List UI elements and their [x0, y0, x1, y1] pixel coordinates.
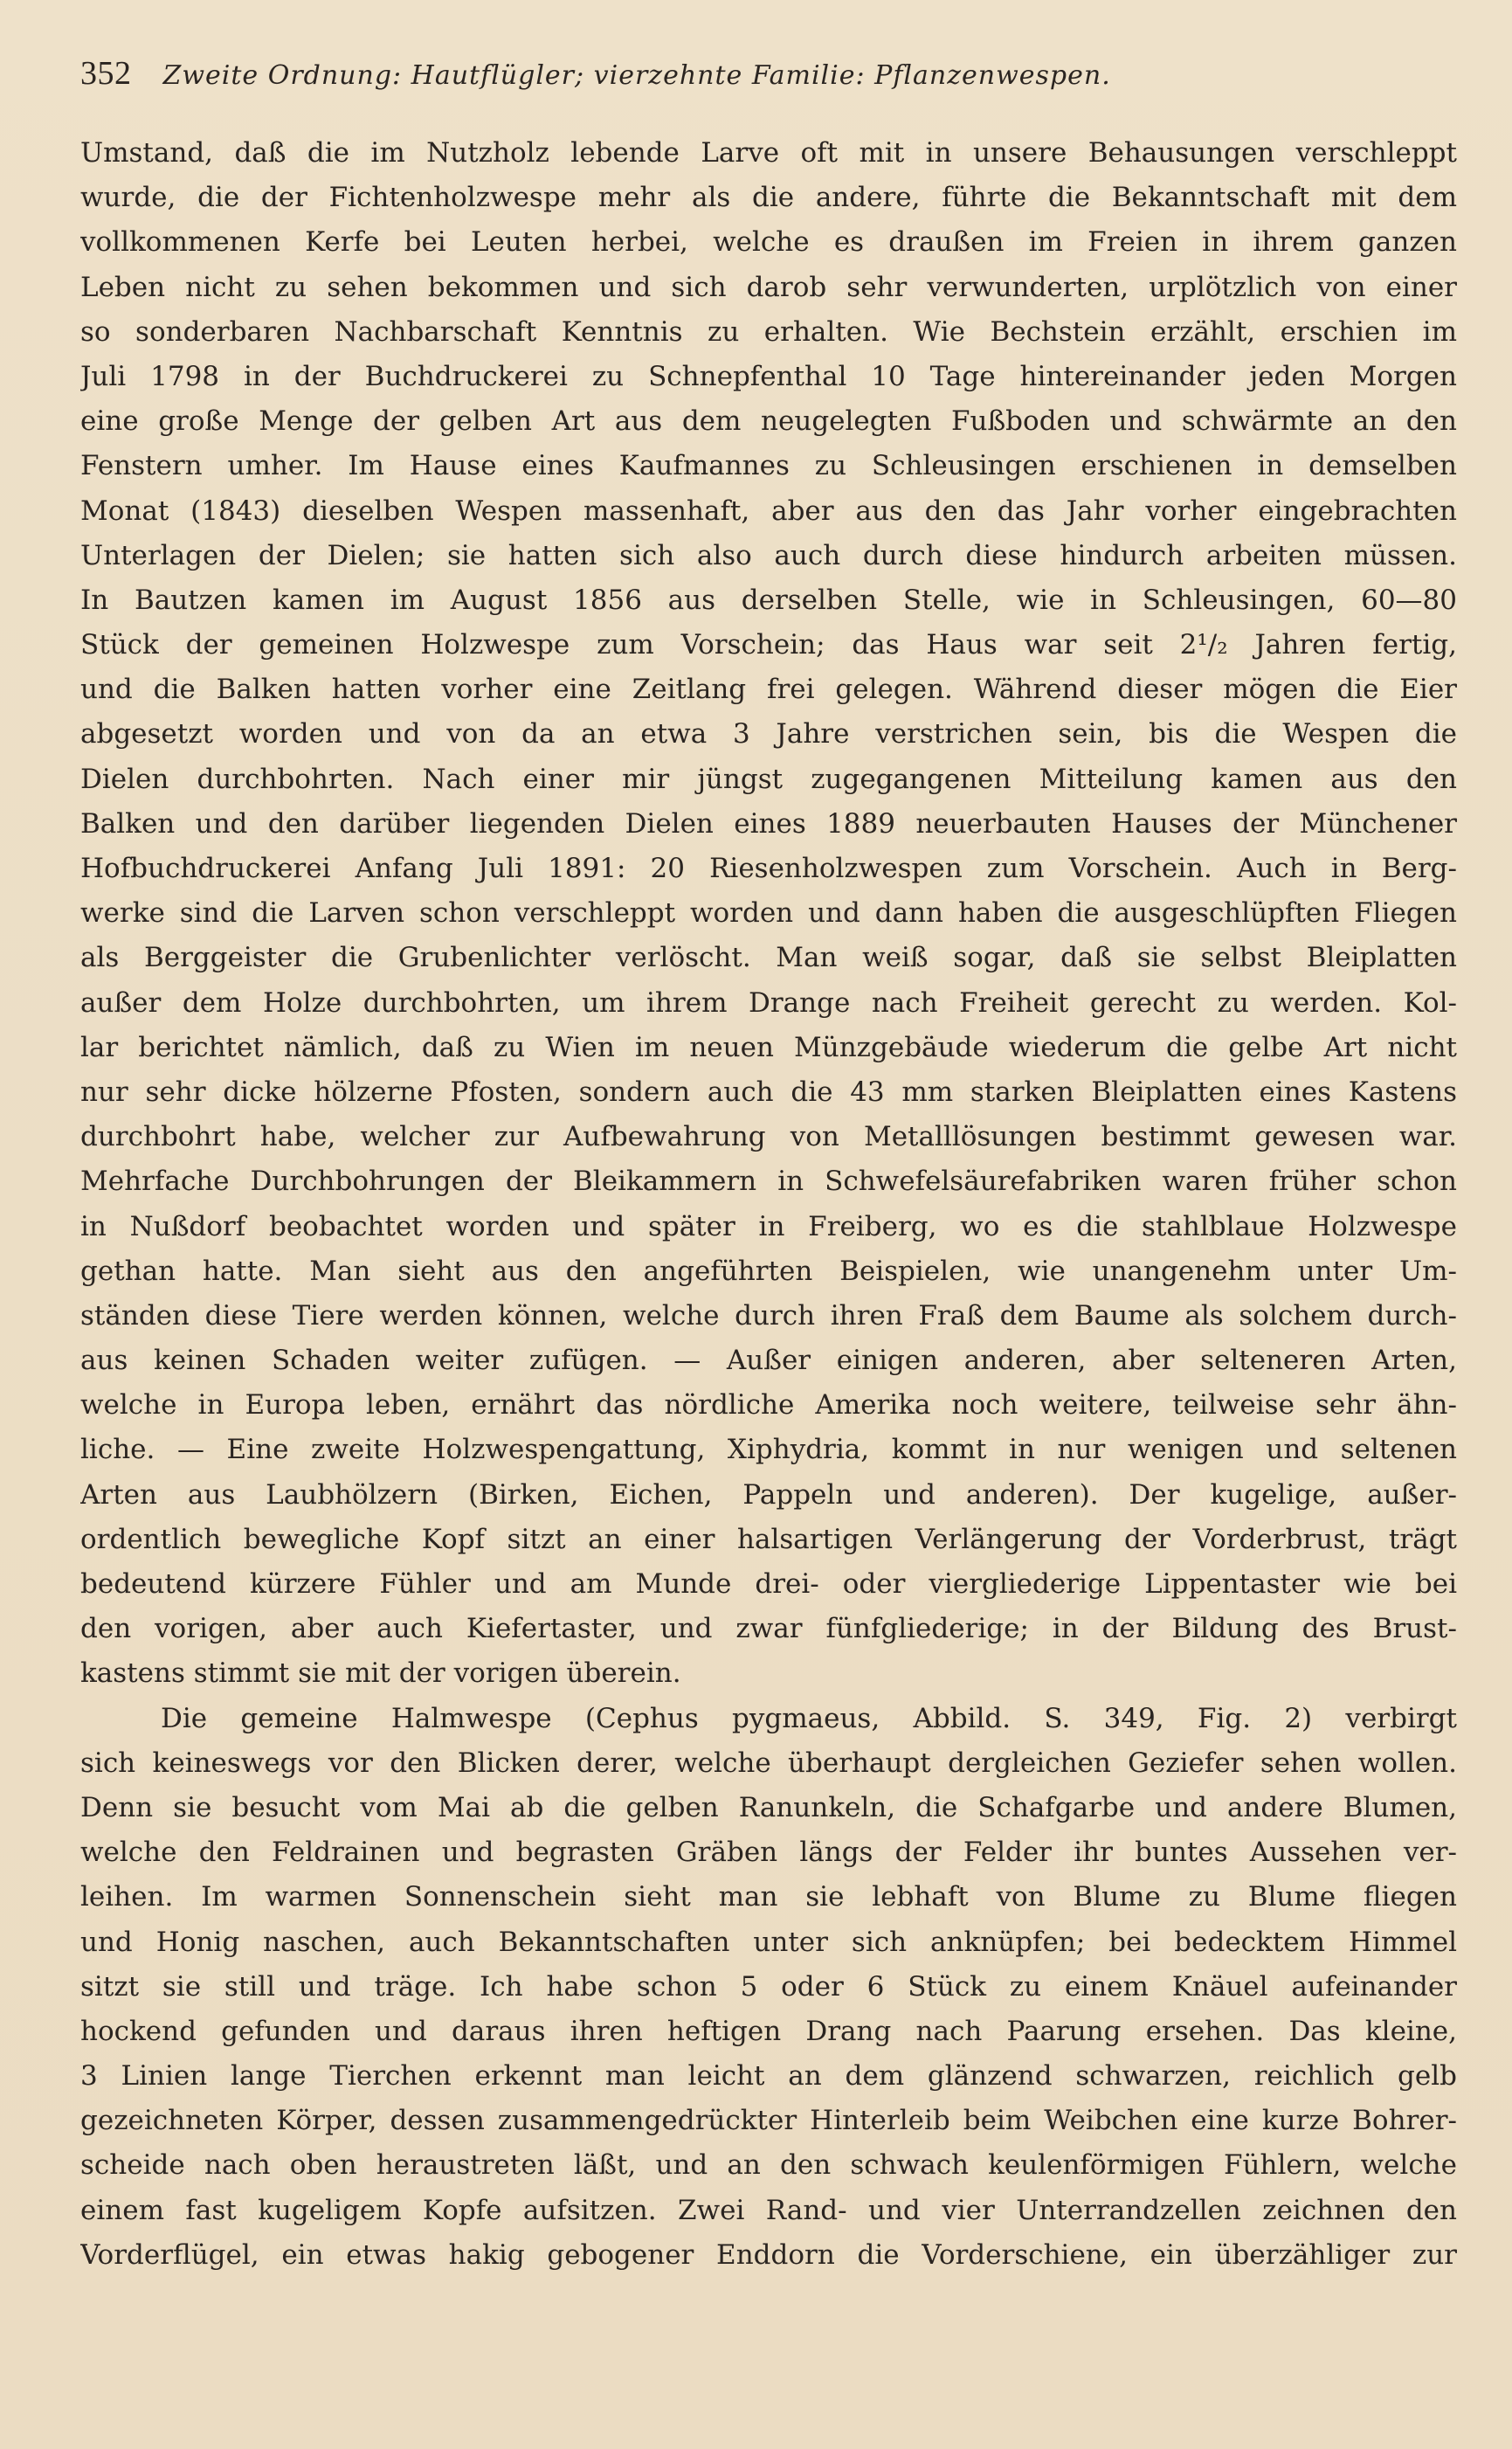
text-line: aus keinen Schaden weiter zufügen. — Außer einigen anderen, aber selteneren Arten,: [80, 1345, 1457, 1377]
text-line: als Berggeister die Grubenlichter verlöscht. Man weiß sogar, daß sie selbst Bleiplatten: [80, 942, 1457, 974]
text-line: scheide nach oben heraustreten läßt, und an den schwach keulenförmigen Fühlern, welche: [80, 2149, 1457, 2182]
body-text: [80, 131, 1457, 2278]
text-line: eine große Menge der gelben Art aus dem neugelegten Fußboden und schwärmte an den: [80, 405, 1457, 438]
page-header: [80, 54, 1460, 98]
text-line: welche den Feldrainen und begrasten Gräben längs der Felder ihr buntes Aussehen ver-: [80, 1837, 1457, 1869]
text-line: gezeichneten Körper, dessen zusammengedrückter Hinterleib beim Weibchen eine kurze Bohrer-: [80, 2105, 1457, 2137]
text-line: abgesetzt worden und von da an etwa 3 Jahre verstrichen sein, bis die Wespen die: [80, 718, 1457, 751]
text-line: außer dem Holze durchbohrten, um ihrem Drange nach Freiheit gerecht zu werden. Kol-: [80, 986, 1457, 1019]
text-line: Leben nicht zu sehen bekommen und sich darob sehr verwunderten, urplötzlich von einer: [80, 271, 1457, 303]
text-line: Dielen durchbohrten. Nach einer mir jüngst zugegangenen Mitteilung kamen aus den: [80, 763, 1457, 795]
text-line: wurde, die der Fichtenholzwespe mehr als die andere, führte die Bekanntschaft mit dem: [80, 182, 1457, 214]
paragraph-start-line: Die gemeine Halmwespe (Cephus pygmaeus, Abbild. S. 349, Fig. 2) verbirgt: [161, 1702, 1457, 1734]
text-line: ständen diese Tiere werden können, welche durch ihren Fraß dem Baume als solchem durch-: [80, 1299, 1457, 1332]
text-line: sich keineswegs vor den Blicken derer, welche überhaupt dergleichen Geziefer sehen wollen.: [80, 1747, 1457, 1779]
text-line: Umstand, daß die im Nutzholz lebende Larve oft mit in unsere Behausungen verschleppt: [80, 137, 1457, 169]
text-line: ordentlich bewegliche Kopf sitzt an einer halsartigen Verlängerung der Vorderbrust, trägt: [80, 1523, 1457, 1555]
text-line: sitzt sie still und träge. Ich habe schon 5 oder 6 Stück zu einem Knäuel aufeinander: [80, 1970, 1457, 2003]
text-line: 3 Linien lange Tierchen erkennt man leicht an dem glänzend schwarzen, reichlich gelb: [80, 2060, 1457, 2093]
text-line: und die Balken hatten vorher eine Zeitlang frei gelegen. Während dieser mögen die Eier: [80, 674, 1457, 706]
paragraph-end-line: kastens stimmt sie mit der vorigen überein.: [80, 1657, 681, 1690]
text-line: lar berichtet nämlich, daß zu Wien im neuen Münzgebäude wiederum die gelbe Art nicht: [80, 1031, 1457, 1063]
text-line: hockend gefunden und daraus ihren heftigen Drang nach Paarung ersehen. Das kleine,: [80, 2015, 1457, 2047]
text-line: durchbohrt habe, welcher zur Aufbewahrung von Metalllösungen bestimmt gewesen war.: [80, 1121, 1457, 1153]
text-line: Denn sie besucht vom Mai ab die gelben Ranunkeln, die Schafgarbe und andere Blumen,: [80, 1791, 1457, 1823]
text-line: Fenstern umher. Im Hause eines Kaufmannes zu Schleusingen erschienen in demselben: [80, 450, 1457, 482]
text-line: Unterlagen der Dielen; sie hatten sich also auch durch diese hindurch arbeiten müssen.: [80, 539, 1457, 571]
text-line: bedeutend kürzere Fühler und am Munde drei- oder viergliederige Lippentaster wie bei: [80, 1568, 1457, 1600]
text-line: liche. — Eine zweite Holzwespengattung, Xiphydria, kommt in nur wenigen und seltenen: [80, 1434, 1457, 1466]
text-line: einem fast kugeligem Kopfe aufsitzen. Zwei Rand- und vier Unterrandzellen zeichnen den: [80, 2194, 1457, 2226]
text-line: den vorigen, aber auch Kiefertaster, und zwar fünfgliederige; in der Bildung des Brust-: [80, 1613, 1457, 1645]
text-line: welche in Europa leben, ernährt das nördliche Amerika noch weitere, teilweise sehr ähn-: [80, 1389, 1457, 1422]
text-line: Monat (1843) dieselben Wespen massenhaft, aber aus den das Jahr vorher eingebrachten: [80, 495, 1457, 527]
text-line: In Bautzen kamen im August 1856 aus derselben Stelle, wie in Schleusingen, 60—80: [80, 584, 1457, 616]
text-line: nur sehr dicke hölzerne Pfosten, sondern auch die 43 mm starken Bleiplatten eines Kastens: [80, 1076, 1457, 1108]
text-line: Vorderflügel, ein etwas hakig gebogener Enddorn die Vorderschiene, ein überzähliger zur: [80, 2238, 1457, 2271]
text-line: gethan hatte. Man sieht aus den angeführten Beispielen, wie unangenehm unter Um-: [80, 1255, 1457, 1287]
text-line: und Honig naschen, auch Bekanntschaften unter sich anknüpfen; bei bedecktem Himmel: [80, 1926, 1457, 1958]
text-line: Arten aus Laubhölzern (Birken, Eichen, Pappeln und anderen). Der kugelige, außer-: [80, 1478, 1457, 1511]
text-line: Stück der gemeinen Holzwespe zum Vorschein; das Haus war seit 2¹/₂ Jahren fertig,: [80, 629, 1457, 661]
text-line: Balken und den darüber liegenden Dielen eines 1889 neuerbauten Hauses der Münchener: [80, 807, 1457, 840]
text-line: so sonderbaren Nachbarschaft Kenntnis zu erhalten. Wie Bechstein erzählt, erschien im: [80, 315, 1457, 348]
page-number: 352: [80, 55, 132, 92]
text-line: Juli 1798 in der Buchdruckerei zu Schnepfenthal 10 Tage hintereinander jeden Morgen: [80, 360, 1457, 392]
text-line: vollkommenen Kerfe bei Leuten herbei, welche es draußen im Freien in ihrem ganzen: [80, 226, 1457, 259]
running-head: Zweite Ordnung: Hautflügler; vierzehnte Familie: Pflanzenwespen.: [162, 60, 1111, 91]
text-line: Hofbuchdruckerei Anfang Juli 1891: 20 Riesenholzwespen zum Vorschein. Auch in Berg-: [80, 853, 1457, 884]
text-line: werke sind die Larven schon verschleppt worden und dann haben die ausgeschlüpften Fliegen: [80, 897, 1457, 930]
text-line: leihen. Im warmen Sonnenschein sieht man sie lebhaft von Blume zu Blume fliegen: [80, 1881, 1457, 1913]
text-line: Mehrfache Durchbohrungen der Bleikammern in Schwefelsäurefabriken waren früher schon: [80, 1166, 1457, 1198]
text-line: in Nußdorf beobachtet worden und später in Freiberg, wo es die stahlblaue Holzwespe: [80, 1210, 1457, 1242]
